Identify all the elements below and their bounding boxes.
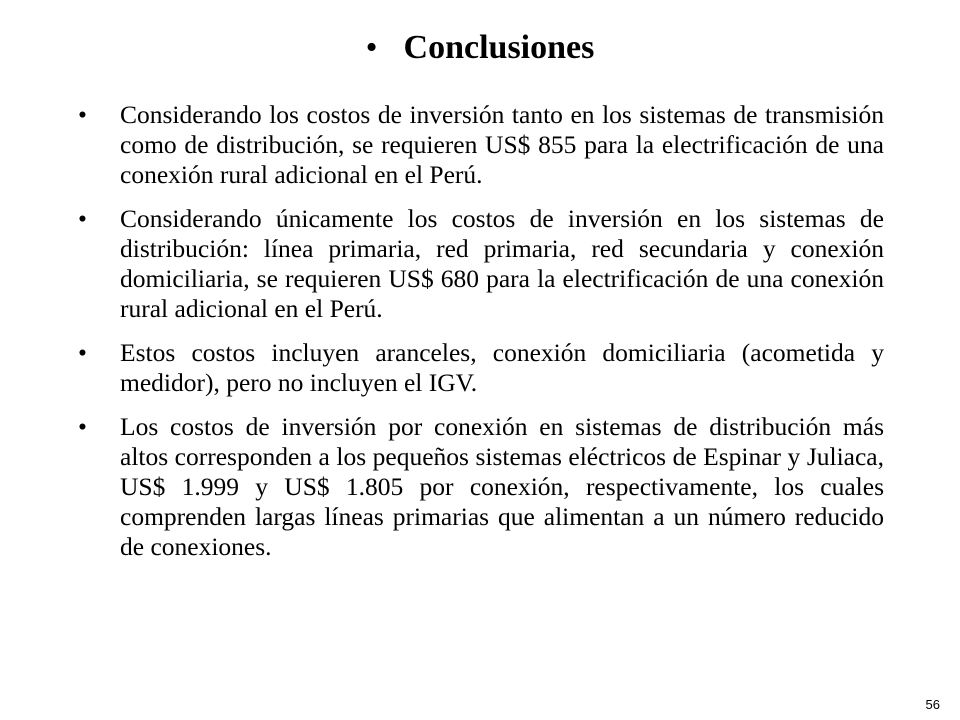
bullet-list bbox=[76, 100, 884, 576]
bullet-text: Estos costos incluyen aranceles, conexión domiciliaria (acometida y medidor), pero no incluyen el IGV. bbox=[120, 338, 884, 397]
bullet-item bbox=[76, 338, 884, 398]
bullet-text: Considerando únicamente los costos de inversión en los sistemas de distribución: línea primaria, red primaria, red secundaria y conexión domiciliaria, se requieren US$ 680 para la electrificación de una conexión rural adicional en el Perú. bbox=[120, 204, 884, 323]
page-number: 56 bbox=[925, 697, 940, 712]
bullet-icon: • bbox=[78, 338, 87, 367]
bullet-icon: • bbox=[78, 204, 87, 233]
bullet-text: Los costos de inversión por conexión en sistemas de distribución más altos corresponden a los pequeños sistemas eléctricos de Espinar y Juliaca, US$ 1.999 y US$ 1.805 por conexión, respectivamente, los cuales comprenden largas líneas primarias que alimentan a un número reducido de conexiones. bbox=[120, 412, 884, 561]
title-bullet-icon: • bbox=[365, 29, 378, 66]
bullet-text: Considerando los costos de inversión tanto en los sistemas de transmisión como de distribución, se requieren US$ 855 para la electrificación de una conexión rural adicional en el Perú. bbox=[120, 100, 884, 189]
bullet-item bbox=[76, 100, 884, 190]
bullet-icon: • bbox=[78, 412, 87, 441]
slide-title: Conclusiones bbox=[403, 29, 595, 66]
bullet-icon: • bbox=[78, 100, 87, 129]
bullet-item bbox=[76, 412, 884, 562]
slide-title-row bbox=[0, 22, 960, 74]
bullet-item bbox=[76, 204, 884, 324]
